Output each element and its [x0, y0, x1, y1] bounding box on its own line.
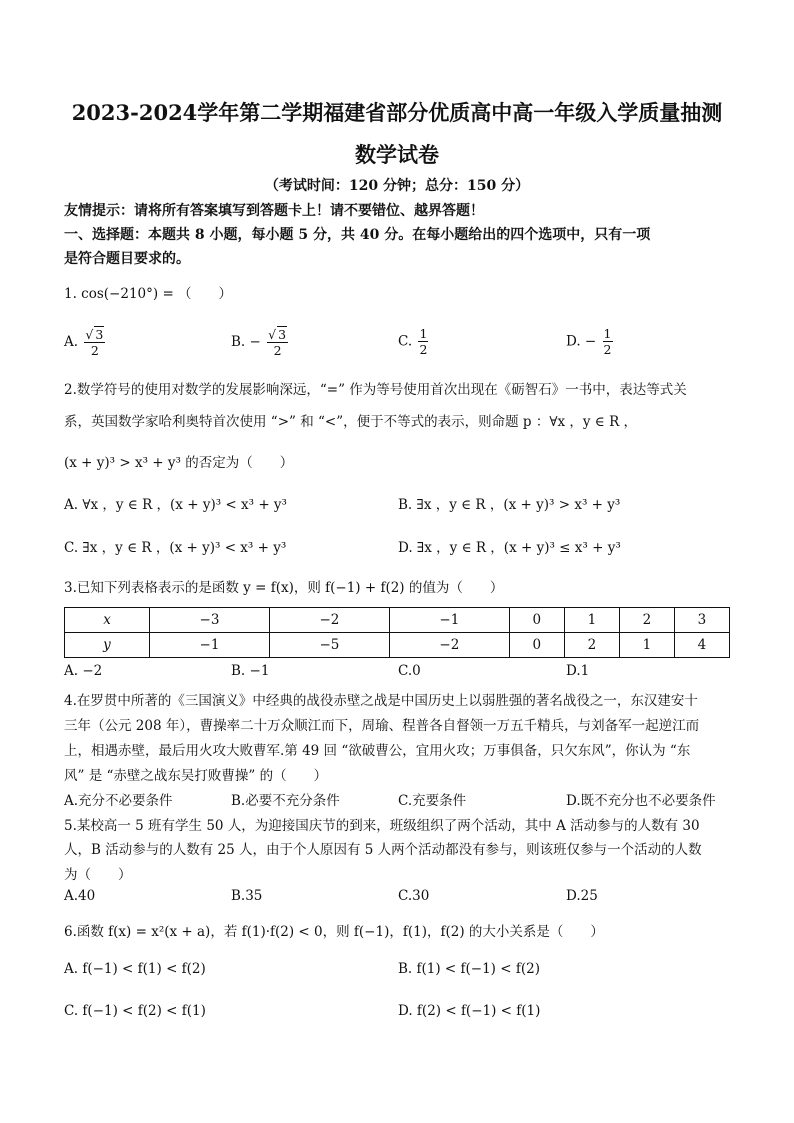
- table-cell: −2: [269, 608, 389, 633]
- q4-line2: 三年（公元 208 年），曹操率二十万众顺江而下，周瑜、程普各自督领一万五千精兵，与刘备军一起逆江而: [64, 718, 700, 734]
- q4-option-a: A.充分不必要条件: [64, 793, 173, 809]
- q1-b-fraction: $\frac{√ 3}{2}$: [268, 327, 287, 358]
- q1-a-fraction: $\frac{√ 3}{2}$: [85, 327, 104, 358]
- q3-value-table: [64, 607, 730, 658]
- table-row-y: [65, 633, 730, 658]
- q2-line1: 2.数学符号的使用对数学的发展影响深远，“=” 作为等号使用首次出现在《砺智石》一书中，表达等式关: [64, 382, 687, 398]
- exam-title: 2023-2024学年第二学期福建省部分优质高中高一年级入学质量抽测: [71, 100, 723, 125]
- q6-option-b: B. f(1) < f(−1) < f(2): [398, 961, 540, 977]
- q6-option-a: A. f(−1) < f(1) < f(2): [64, 961, 206, 977]
- q1-stem: 1. cos(−210°) = （ ）: [64, 286, 233, 302]
- q5-option-d: D.25: [566, 888, 598, 904]
- table-cell: −1: [150, 633, 270, 658]
- q5-option-a: A.40: [64, 888, 96, 904]
- q2-line2: 系，英国数学家哈利奥特首次使用 “>” 和 “<”，便于不等式的表示，则命题 p ：∀x ，y ∈ R ，: [64, 414, 638, 430]
- table-cell: −3: [150, 608, 270, 633]
- q2-option-d: D. ∃x ，y ∈ R ，(x + y)³ ≤ x³ + y³: [398, 540, 621, 556]
- q6-option-d: D. f(2) < f(−1) < f(1): [398, 1003, 541, 1019]
- table-cell: 4: [674, 633, 729, 658]
- q4-option-c: C.充要条件: [398, 793, 467, 809]
- q2-option-c: C. ∃x ，y ∈ R ，(x + y)³ < x³ + y³: [64, 540, 287, 556]
- q4-line3: 上，相遇赤壁，最后用火攻大败曹军.第 49 回 “欲破曹公，宜用火攻；万事俱备，只欠东风”，你认为 “东: [64, 743, 691, 759]
- q4-line4: 风” 是 “赤壁之战东吴打败曹操” 的（ ）: [64, 768, 328, 784]
- table-cell: 3: [674, 608, 729, 633]
- table-header-x: x: [65, 608, 150, 633]
- q1-option-c: [398, 326, 430, 358]
- q6-stem: 6.函数 f(x) = x²(x + a)，若 f(1)·f(2) < 0，则 f(−1)，f(1)，f(2) 的大小关系是（ ）: [64, 924, 604, 940]
- table-cell: 2: [619, 608, 674, 633]
- q5-option-c: C.30: [398, 888, 430, 904]
- q1-d-fraction: $\frac{1}{2}$: [603, 326, 612, 357]
- q1-c-label: C.: [398, 333, 413, 350]
- q6-option-c: C. f(−1) < f(2) < f(1): [64, 1003, 206, 1019]
- q3-option-c: C.0: [398, 663, 421, 679]
- table-cell: 1: [564, 608, 619, 633]
- table-header-y: y: [65, 633, 150, 658]
- table-cell: 0: [509, 608, 564, 633]
- q5-line1: 5.某校高一 5 班有学生 50 人，为迎接国庆节的到来，班级组织了两个活动，其中 A 活动参与的人数有 30: [64, 818, 700, 834]
- q1-b-label: B. −: [231, 334, 261, 350]
- q2-option-a: A. ∀x ，y ∈ R ，(x + y)³ < x³ + y³: [64, 497, 287, 513]
- q4-option-b: B.必要不充分条件: [231, 793, 340, 809]
- table-cell: 1: [619, 633, 674, 658]
- table-row-x: [65, 608, 730, 633]
- q1-c-fraction: $\frac{1}{2}$: [419, 326, 428, 357]
- reminder: 友情提示：请将所有答案填写到答题卡上！请不要错位、越界答题！: [64, 203, 484, 219]
- section1-instruction-line2: 是符合题目要求的。: [64, 251, 190, 267]
- table-cell: 2: [564, 633, 619, 658]
- section1-instruction-line1: 一、选择题：本题共 8 小题，每小题 5 分，共 40 分。在每小题给出的四个选项中，只有一项: [64, 227, 651, 243]
- q1-d-label: D. −: [566, 333, 597, 350]
- q5-line3: 为（ ）: [64, 867, 132, 883]
- q5-option-b: B.35: [231, 888, 263, 904]
- table-cell: −2: [389, 633, 509, 658]
- q3-stem: 3.已知下列表格表示的是函数 y = f(x)，则 f(−1) + f(2) 的值为（ ）: [64, 580, 504, 596]
- q3-option-a: A. −2: [64, 663, 103, 679]
- table-cell: −1: [389, 608, 509, 633]
- table-cell: −5: [269, 633, 389, 658]
- table-cell: 0: [509, 633, 564, 658]
- q3-option-d: D.1: [566, 663, 590, 679]
- q1-option-d: [566, 326, 615, 358]
- exam-subject: 数学试卷: [355, 142, 439, 167]
- q1-a-label: A.: [64, 334, 79, 350]
- q1-option-a: [64, 326, 107, 359]
- q3-option-b: B. −1: [231, 663, 270, 679]
- q4-option-d: D.既不充分也不必要条件: [566, 793, 716, 809]
- q4-line1: 4.在罗贯中所著的《三国演义》中经典的战役赤壁之战是中国历史上以弱胜强的著名战役之一，东汉建安十: [64, 693, 698, 709]
- q5-line2: 人，B 活动参与的人数有 25 人，由于个人原因有 5 人两个活动都没有参与，则该班仅参与一个活动的人数: [64, 842, 702, 858]
- exam-info: （考试时间：120 分钟；总分：150 分）: [264, 178, 530, 194]
- q1-option-b: [231, 326, 290, 359]
- q2-line3: (x + y)³ > x³ + y³ 的否定为（ ）: [64, 455, 294, 471]
- q2-option-b: B. ∃x ，y ∈ R ，(x + y)³ > x³ + y³: [398, 497, 621, 513]
